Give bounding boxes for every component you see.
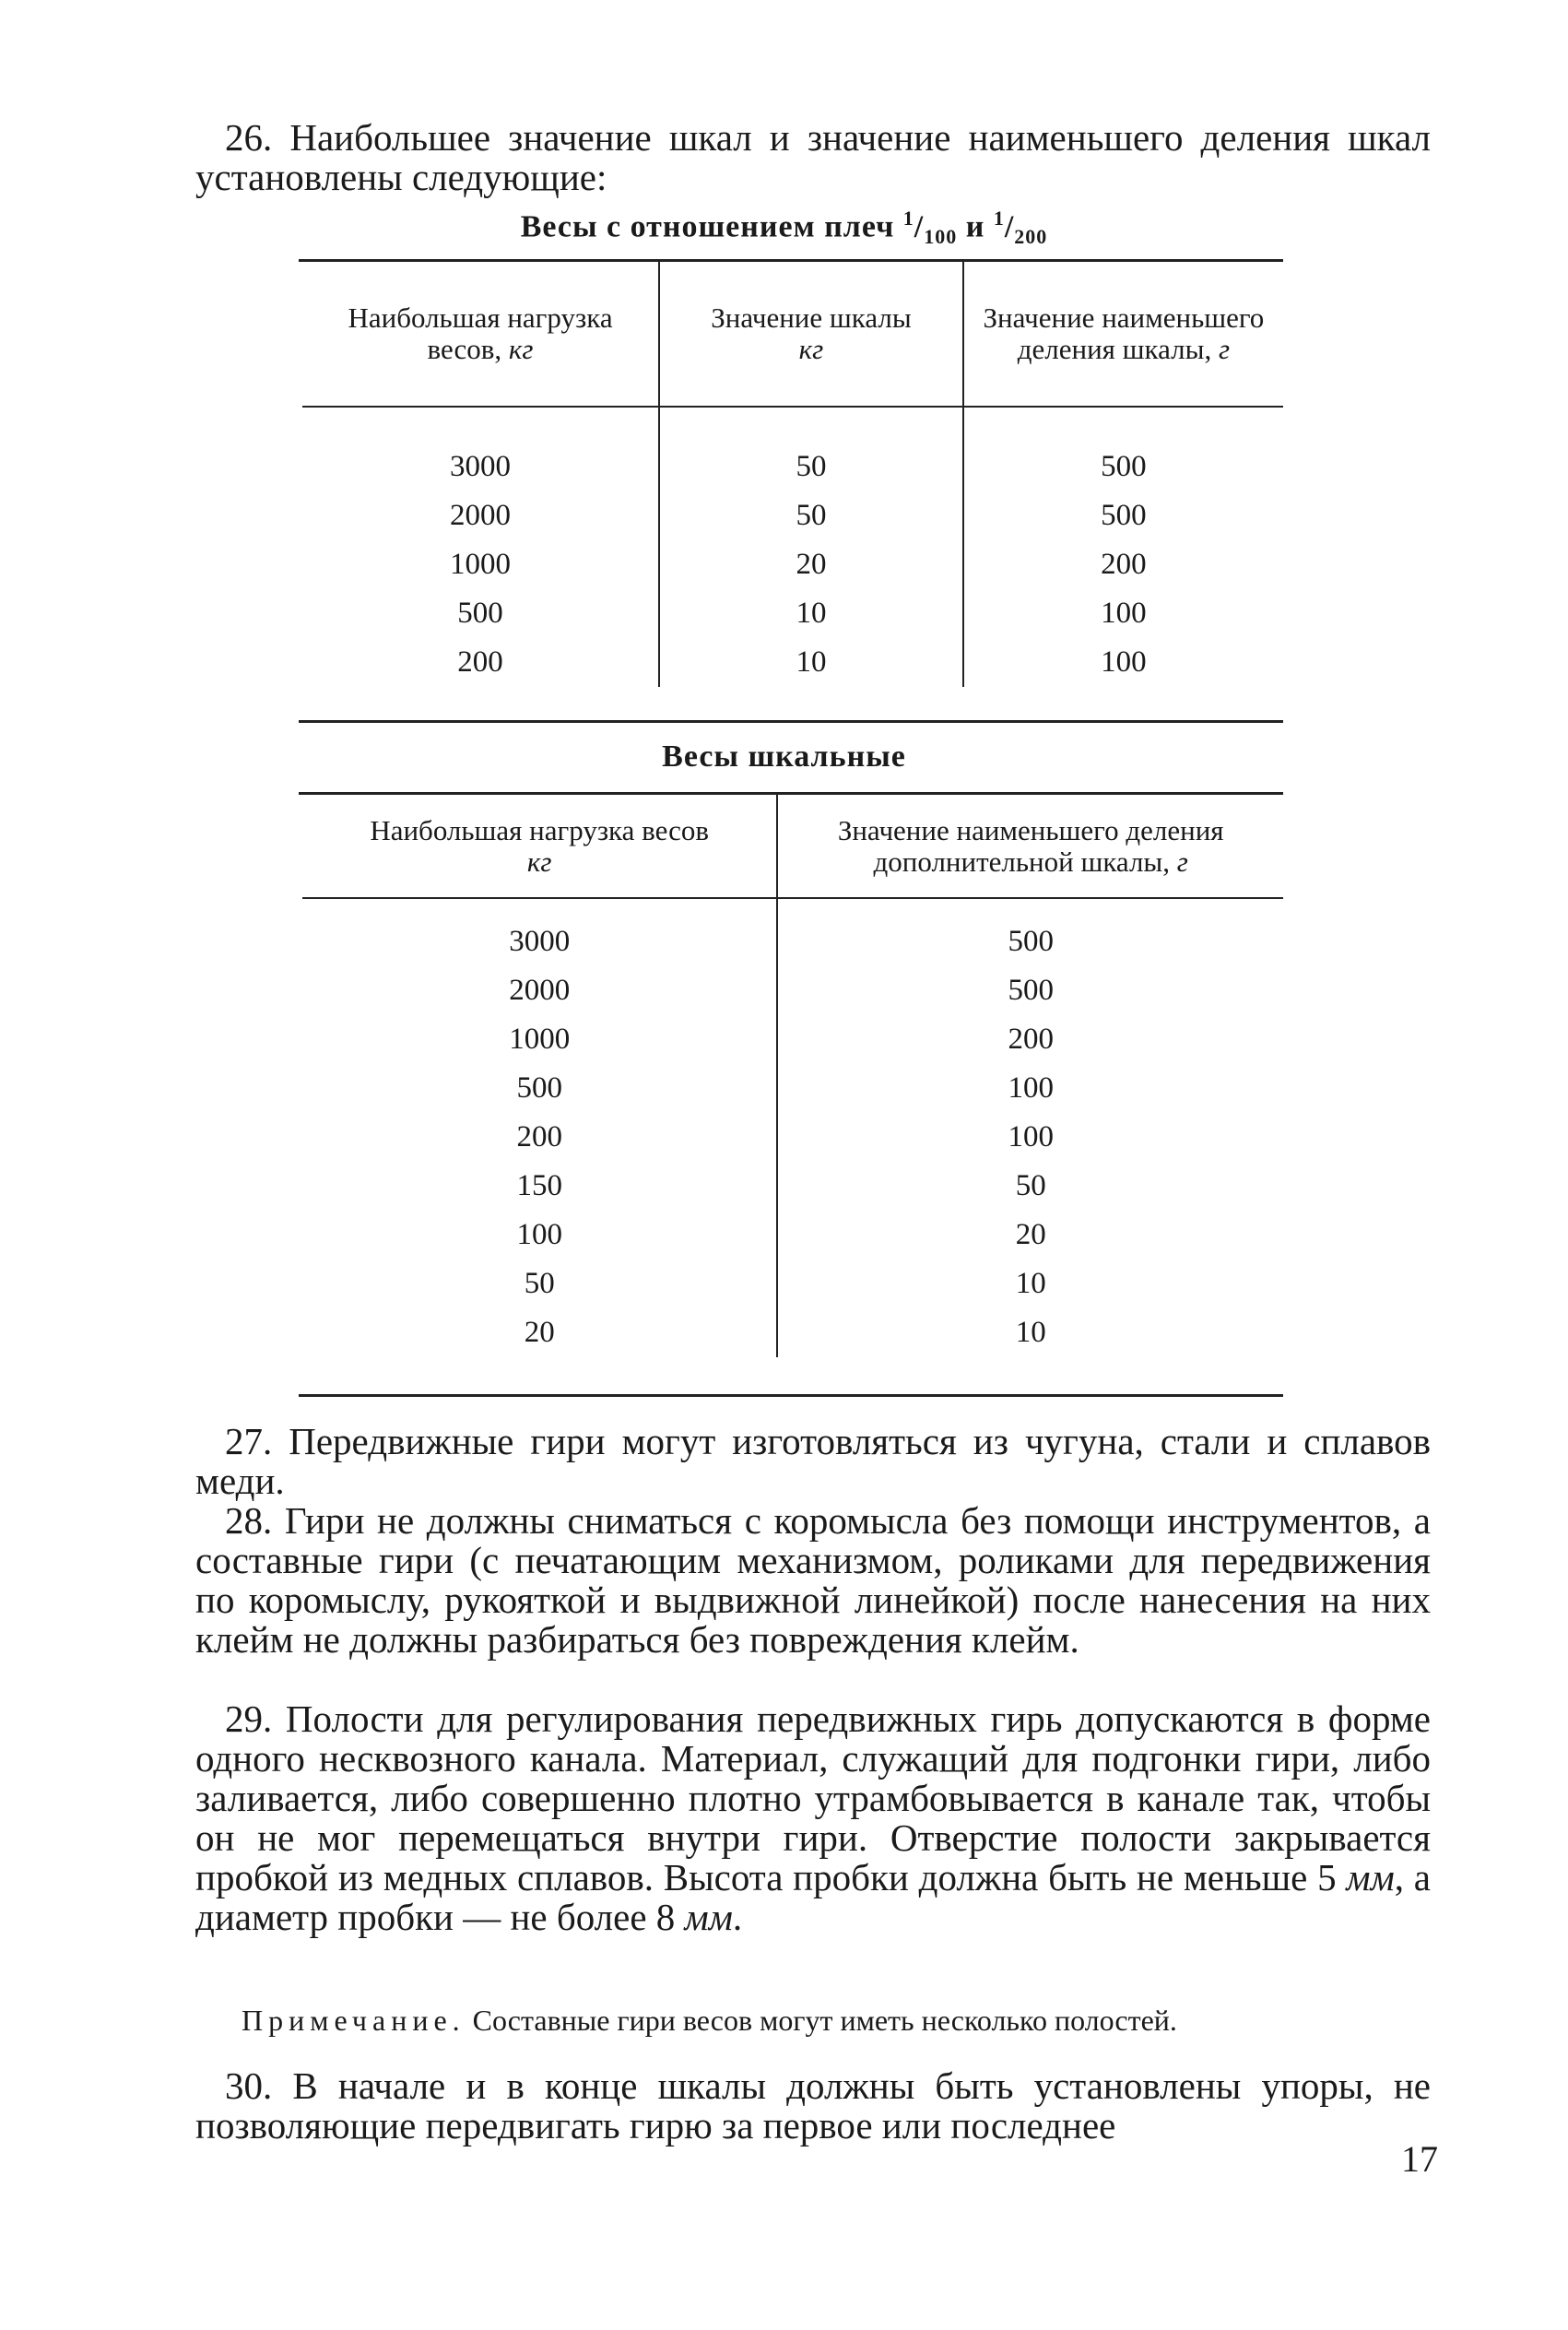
table-1-title-prefix: Весы с отношением плеч — [520, 209, 903, 244]
note — [242, 2003, 1431, 2038]
table-2-cell: 10 — [777, 1260, 1283, 1308]
table-row — [302, 1260, 1283, 1308]
table-2-cell: 1000 — [509, 1023, 571, 1056]
table-1-cell: 10 — [659, 638, 963, 687]
table-row — [302, 491, 1283, 540]
table-1 — [302, 262, 1283, 687]
table-1-cell: 3000 — [450, 450, 512, 483]
table-row — [302, 1308, 1283, 1357]
paragraph-29 — [195, 1699, 1431, 1937]
table-1-cell: 500 — [963, 443, 1283, 491]
table-1-cell: 500 — [457, 597, 503, 630]
table-2-cell: 100 — [777, 1113, 1283, 1162]
paragraph-29-mid: , а диаметр пробки — не более 8 — [195, 1856, 1431, 1938]
table-2-cell: 20 — [524, 1316, 555, 1349]
note-label: Примечание. — [242, 2004, 466, 2037]
ratio-1-denominator: 100 — [924, 225, 958, 249]
table-2-cell: 10 — [777, 1308, 1283, 1357]
table-row — [302, 1211, 1283, 1260]
table-2 — [302, 795, 1283, 1357]
paragraph-28-text: 28. Гири не должны сниматься с коромысла без помощи инструментов, а составные гири (с печатающим механизмом, роликами для передвижения по коромыслу, рукояткой и выдвижной линейкой) после нанесения на них клейм не должны разбираться без повреждения клейм. — [195, 1499, 1431, 1661]
table-1-cell: 200 — [457, 645, 503, 679]
ratio-2-denominator: 200 — [1014, 225, 1048, 249]
table-1-header-division-value: Значение наименьшего деления шкалы, г — [963, 262, 1283, 407]
table-row — [302, 1162, 1283, 1211]
table-2-cell: 500 — [777, 966, 1283, 1015]
paragraph-26 — [195, 118, 1431, 197]
table-row — [302, 1113, 1283, 1162]
table-row — [302, 443, 1283, 491]
table-1-header-max-load: Наибольшая нагрузка весов, кг — [302, 262, 659, 407]
table-2-cell: 200 — [516, 1120, 562, 1153]
table-2-cell: 3000 — [509, 925, 571, 958]
table-1-title-and: и — [957, 209, 994, 244]
table-1-cell: 50 — [659, 491, 963, 540]
paragraph-29-end: . — [732, 1896, 743, 1938]
table-row — [302, 540, 1283, 589]
table-2-header-max-load: Наибольшая нагрузка весов кг — [302, 795, 777, 898]
table-1-header-scale-value: Значение шкалы кг — [659, 262, 963, 407]
table-1-title: Весы с отношением плеч $^1/_{100}$ и $^1/_{200}$ — [520, 207, 1048, 249]
table-2-cell: 50 — [524, 1267, 555, 1300]
table-row — [302, 917, 1283, 966]
table-row — [302, 1064, 1283, 1113]
table-2-cell: 20 — [777, 1211, 1283, 1260]
table-row — [302, 638, 1283, 687]
table-2-cell: 500 — [516, 1071, 562, 1105]
table-2-cell: 50 — [777, 1162, 1283, 1211]
table-1-cell: 50 — [659, 443, 963, 491]
table-2-cell: 150 — [516, 1169, 562, 1202]
table-2-title: Весы шкальные — [662, 739, 906, 774]
table-1-cell: 100 — [963, 638, 1283, 687]
table-row — [302, 589, 1283, 638]
paragraph-29-text: 29. Полости для регулирования передвижных гирь допускаются в форме одного несквозного канала. Материал, служащий для подгонки гири, либо заливается, либо совершенно плотно утрамбовывается в канале так, чтобы он не мог перемещаться внутри гири. Отверстие полости закрывается пробкой из медных сплавов. Высота пробки должна быть не меньше 5 — [195, 1697, 1431, 1898]
paragraph-27 — [195, 1422, 1431, 1501]
table-1-cell: 20 — [659, 540, 963, 589]
table-1-cell: 100 — [963, 589, 1283, 638]
table-row — [302, 1015, 1283, 1064]
table-2-cell: 100 — [777, 1064, 1283, 1113]
paragraph-27-text: 27. Передвижные гири могут изготовляться из чугуна, стали и сплавов меди. — [195, 1420, 1431, 1502]
page-number: 17 — [1401, 2138, 1438, 2180]
table-1-cell: 500 — [963, 491, 1283, 540]
table-2-cell: 2000 — [509, 974, 571, 1007]
table-2-cell: 200 — [777, 1015, 1283, 1064]
table-1-cell: 10 — [659, 589, 963, 638]
table-1-cell: 1000 — [450, 548, 512, 581]
paragraph-28 — [195, 1501, 1431, 1660]
paragraph-29-unit-1: мм — [1346, 1856, 1395, 1898]
paragraph-30-text: 30. В начале и в конце шкалы должны быть установлены упоры, не позволяющие передвигать гирю за первое или последнее — [195, 2064, 1431, 2147]
table-1-cell: 2000 — [450, 499, 512, 532]
table-2-cell: 100 — [516, 1218, 562, 1251]
table-2-cell: 500 — [777, 917, 1283, 966]
table-row — [302, 966, 1283, 1015]
paragraph-30 — [195, 2066, 1431, 2146]
paragraph-29-unit-2: мм — [684, 1896, 733, 1938]
ratio-1-numerator: 1 — [902, 207, 914, 230]
table-2-header-division-value: Значение наименьшего деления дополнительной шкалы, г — [777, 795, 1283, 898]
paragraph-26-text: 26. Наибольшее значение шкал и значение наименьшего деления шкал установлены следующие: — [195, 116, 1431, 198]
table-1-cell: 200 — [963, 540, 1283, 589]
note-text: Составные гири весов могут иметь несколько полостей. — [465, 2004, 1177, 2037]
ratio-2-numerator: 1 — [993, 207, 1005, 230]
